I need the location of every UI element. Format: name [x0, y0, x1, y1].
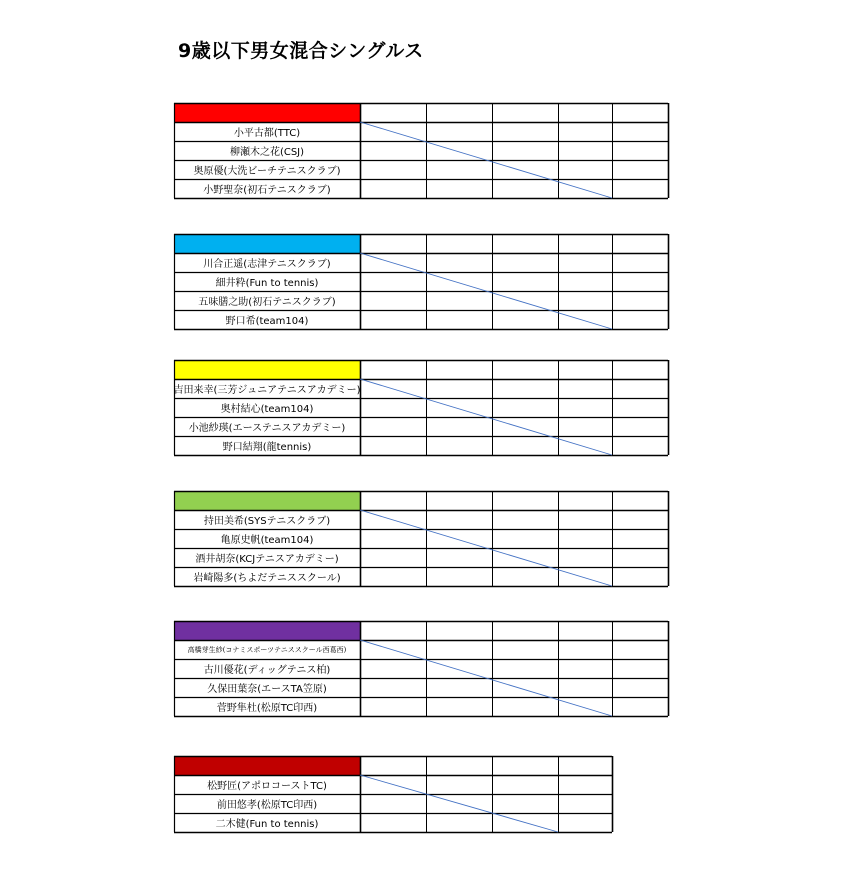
group-grid: [174, 103, 669, 199]
player-name: 小池紗瑛(エーステニスアカデミー): [188, 423, 346, 434]
player-name: 菅野隼杜(松原TC印西): [216, 703, 318, 714]
group-grid: [174, 234, 669, 330]
player-name: 前田悠孝(松原TC印西): [216, 800, 318, 811]
player-name: 高橋芽生紗(コナミスポーツテニススクール西葛西): [187, 645, 347, 654]
group-grid: [174, 491, 669, 587]
player-name: 岩崎陽多(ちよだテニススクール): [193, 573, 341, 584]
group-3: [174, 360, 668, 455]
group-2: [174, 234, 668, 329]
player-name: 野口希(team104): [225, 316, 309, 327]
player-name: 細井粋(Fun to tennis): [215, 278, 319, 289]
group-1: [174, 103, 668, 198]
player-name: 久保田葉奈(エースTA笠原): [207, 684, 327, 695]
player-name: 酒井胡奈(KCJテニスアカデミー): [195, 554, 339, 565]
group-grid: [174, 360, 669, 456]
diagonal-self-match-line: [360, 775, 558, 832]
group-grid: [174, 621, 669, 717]
player-name: 柳瀬木之花(CSJ): [229, 147, 305, 158]
player-name: 小野聖奈(初石テニスクラブ): [203, 185, 331, 196]
player-name: 亀原史帆(team104): [220, 535, 314, 546]
group-5: [174, 621, 668, 716]
group-6: [174, 756, 612, 832]
player-name: 奥村結心(team104): [220, 404, 314, 415]
page-title: 9歳以下男女混合シングルス: [178, 40, 424, 62]
player-name: 小平古都(TTC): [233, 128, 301, 139]
player-name: 野口結翔(龍tennis): [222, 442, 312, 453]
player-name: 吉田来幸(三芳ジュニアテニスアカデミー): [173, 385, 361, 396]
group-4: [174, 491, 668, 586]
player-name: 二木健(Fun to tennis): [215, 819, 319, 830]
player-name: 古川優花(ディッグテニス柏): [203, 665, 331, 676]
player-name: 五味膳之助(初石テニスクラブ): [198, 297, 336, 308]
player-name: 奥原優(大洗ビーチテニスクラブ): [193, 166, 341, 177]
player-name: 川合正遥(志津テニスクラブ): [203, 259, 331, 270]
group-grid: [174, 756, 613, 833]
player-name: 持田美希(SYSテニスクラブ): [203, 516, 331, 527]
player-name: 松野匠(アポロコーストTC): [207, 781, 327, 792]
